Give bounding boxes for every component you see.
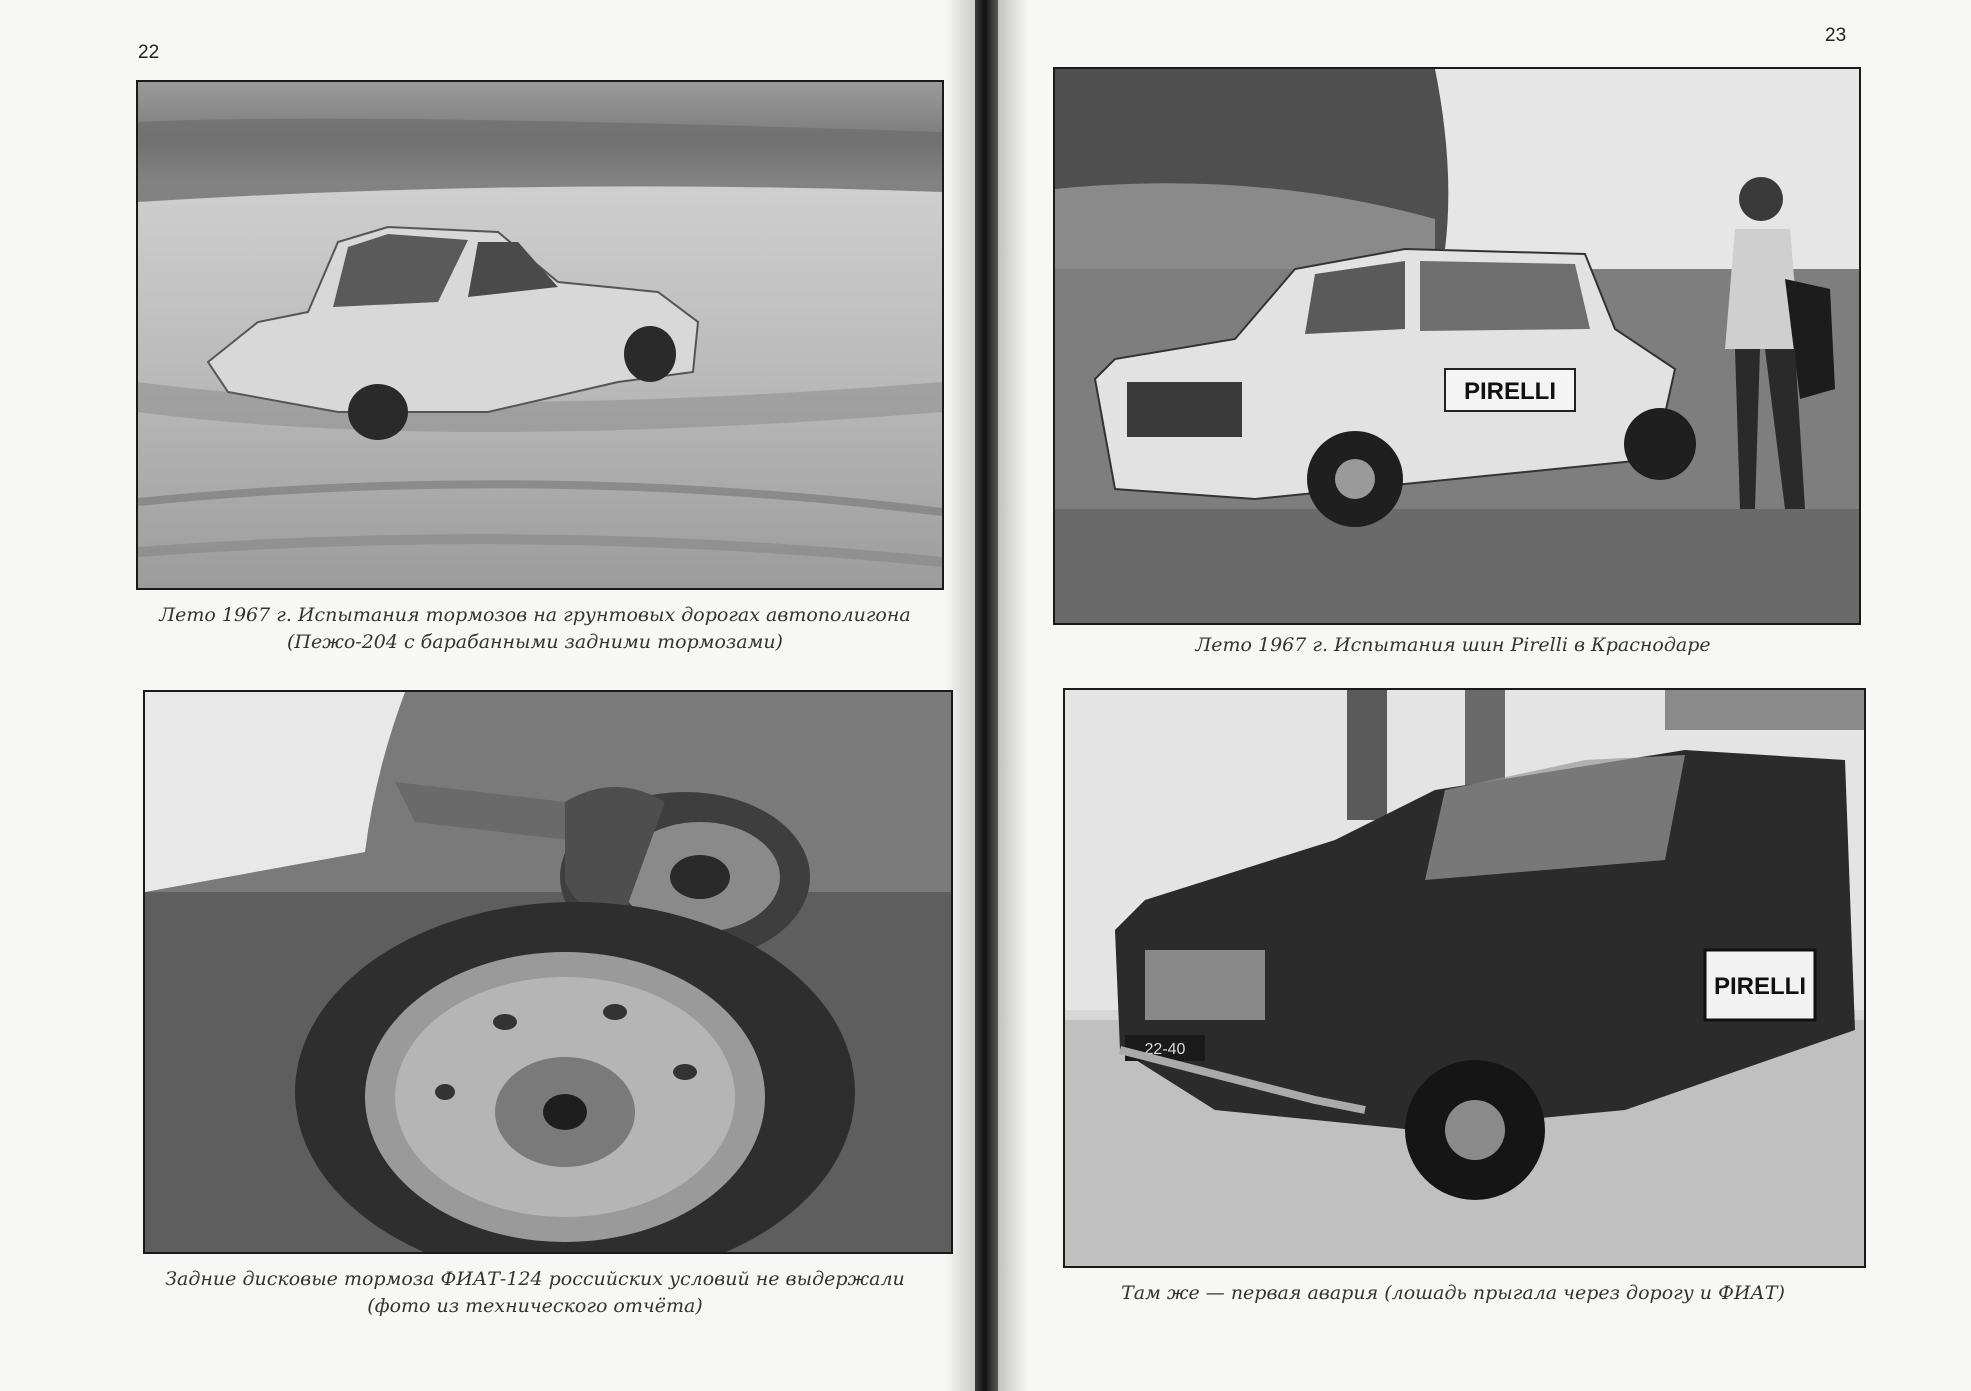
crashed-car-image xyxy=(1065,690,1864,1266)
caption-line: Лето 1967 г. Испытания шин Pirelli в Краснодаре xyxy=(1195,634,1711,656)
photo-car-on-dirt-road xyxy=(136,80,944,590)
caption-line: (фото из технического отчёта) xyxy=(367,1295,703,1317)
caption-line: Задние дисковые тормоза ФИАТ-124 российских условий не выдержали xyxy=(165,1268,905,1290)
photo-crashed-car xyxy=(1063,688,1866,1268)
right-page xyxy=(998,0,1971,1391)
caption-line: Лето 1967 г. Испытания тормозов на грунтовых дорогах автополигона xyxy=(159,604,911,626)
caption-line: Там же — первая авария (лошадь прыгала через дорогу и ФИАТ) xyxy=(1121,1282,1785,1304)
photo-car-pirelli-seaside xyxy=(1053,67,1861,625)
disc-brake-image xyxy=(145,692,951,1252)
page-number-right: 23 xyxy=(1825,25,1847,46)
book-gutter xyxy=(975,0,998,1391)
left-page xyxy=(0,0,975,1391)
page-number-left: 22 xyxy=(138,42,160,63)
seaside-car-image xyxy=(1055,69,1859,623)
photo-disc-brakes xyxy=(143,690,953,1254)
caption-photo-4 xyxy=(1038,1280,1868,1307)
caption-photo-3 xyxy=(1038,632,1868,659)
dirt-road-car-image xyxy=(138,82,942,588)
pirelli-door-logo: PIRELLI xyxy=(1463,378,1557,405)
license-plate: 22-40 xyxy=(1144,1041,1186,1058)
caption-photo-2 xyxy=(120,1266,950,1320)
caption-line: (Пежо-204 с барабанными задними тормозами) xyxy=(287,631,783,653)
page-edge-shadow xyxy=(998,0,1028,1391)
pirelli-door-logo: PIRELLI xyxy=(1713,973,1807,1000)
caption-photo-1 xyxy=(120,602,950,656)
